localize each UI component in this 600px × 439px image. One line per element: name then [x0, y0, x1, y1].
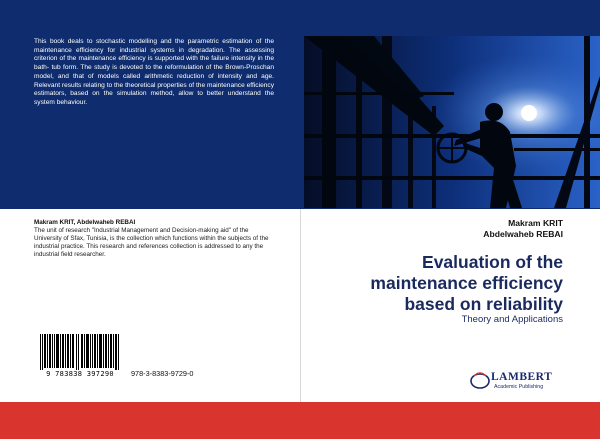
title-line: maintenance efficiency [370, 273, 563, 293]
back-cover-authors: Makram KRIT, Abdelwaheb REBAI [34, 219, 136, 226]
barcode [34, 334, 126, 386]
title-line: Evaluation of the [422, 252, 563, 272]
publisher-name: LAMBERT [491, 371, 553, 383]
lap-logo-icon [470, 370, 490, 390]
front-cover-red-band [0, 402, 600, 439]
barcode-digits: 9 783838 397290 [34, 370, 126, 378]
title-line: based on reliability [404, 294, 563, 314]
barcode-icon [34, 334, 126, 372]
publisher-logo [470, 370, 566, 392]
author-name: Abdelwaheb REBAI [483, 229, 563, 239]
back-cover-author-bio: The unit of research "Industrial Management and Decision-making aid" of the University of Sfax, Tunisia, is the collection which functions within the subjects of the industrial practice. This research and references collection is addressed to any the industrial field researcher. [34, 227, 269, 258]
isbn-number: 978-3-8383-9729-0 [131, 369, 194, 378]
front-cover-authors [483, 218, 563, 240]
author-name: Makram KRIT [508, 218, 563, 228]
cover-photo [304, 36, 600, 208]
book-subtitle: Theory and Applications [461, 314, 563, 325]
back-cover-blurb: This book deals to stochastic modelling and the parametric estimation of the maintenance efficiency for industrial systems in degradation. The assessing criterion of the maintenance efficiency is supported with the failure intensity in the bath- tub form. The study is devoted to the reformulation of the Brown-Proschan model, and that of models called arithmetic reduction of intensity and age. Relevant results relating to the theoretical properties of the maintenance efficiency estimators, based on the simulation method, allow to better understand the system behaviour. [34, 38, 274, 106]
publisher-tagline: Academic Publishing [494, 384, 544, 390]
book-title [283, 252, 563, 315]
worker-silhouette-photo-icon [304, 36, 600, 208]
